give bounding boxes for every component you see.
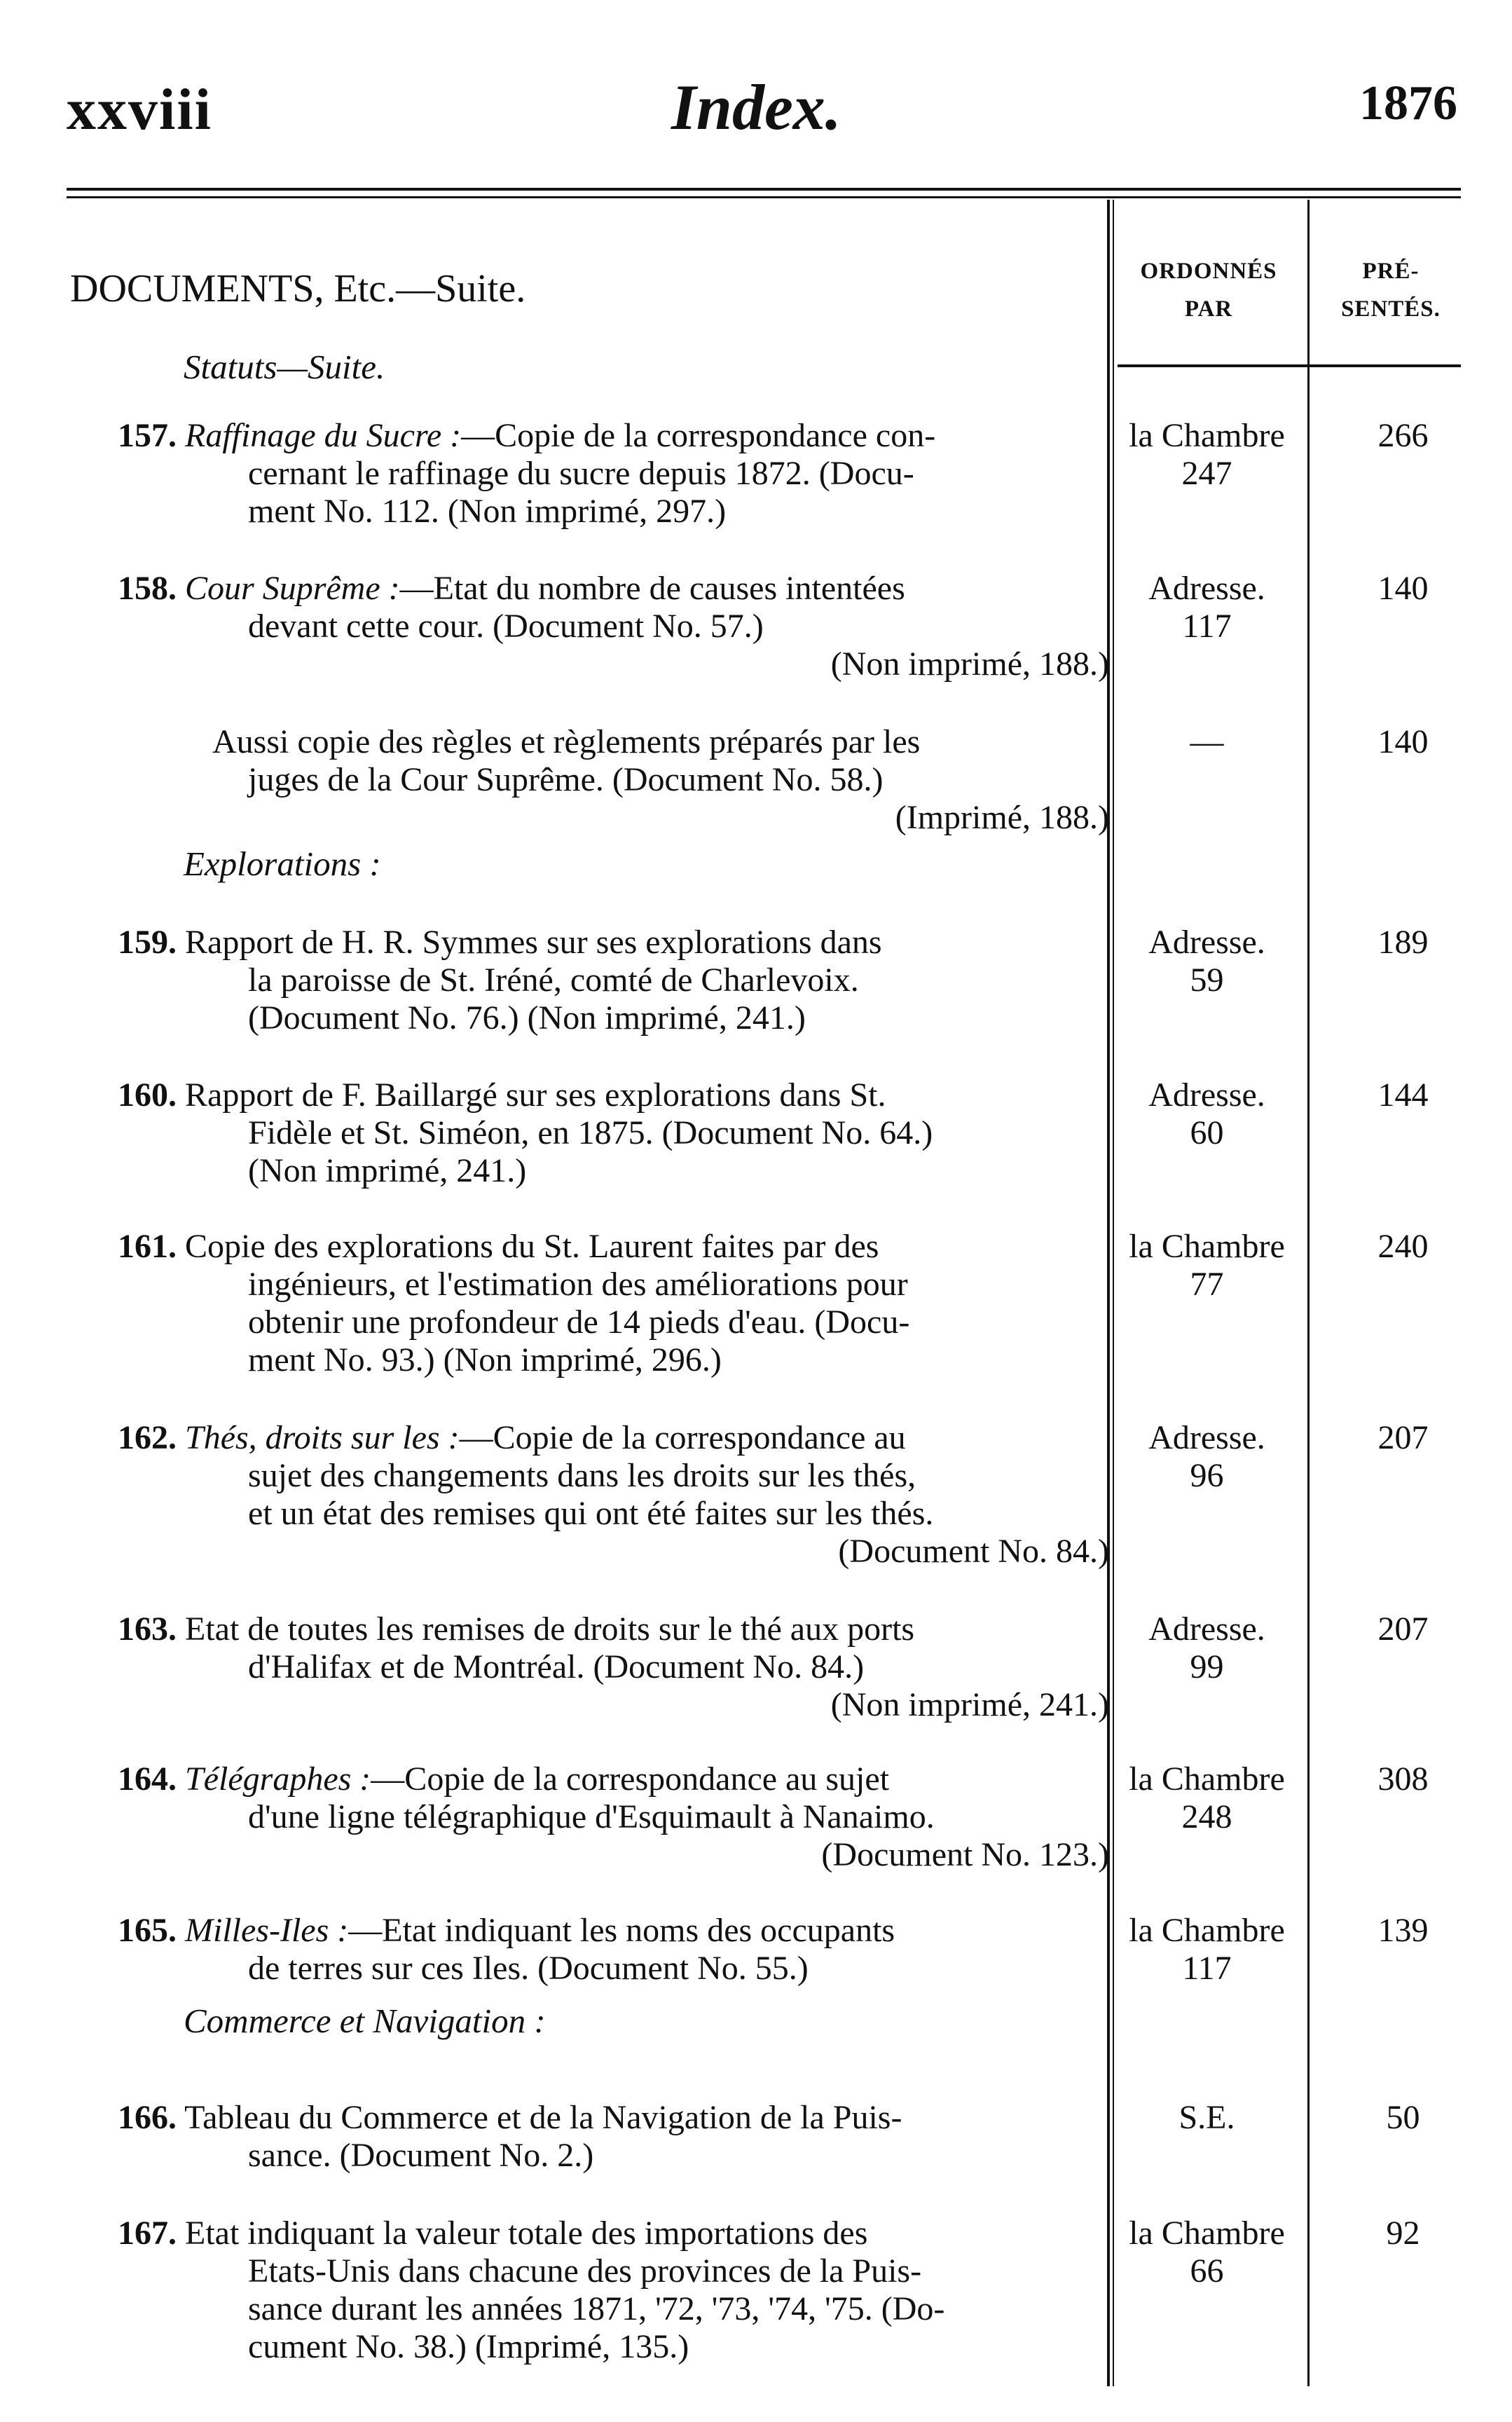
entry-title: Cour Suprême : (185, 570, 400, 607)
ordonne-number: 117 (1182, 608, 1232, 645)
ordonne-by: Adresse. (1148, 1076, 1265, 1114)
ordonne-by: la Chambre (1129, 417, 1285, 454)
page-year: 1876 (1359, 76, 1457, 130)
index-entry-159 (118, 924, 1109, 1037)
column-head-ordonnes (1114, 252, 1303, 328)
entry-line: ment No. 93.) (Non imprimé, 296.) (248, 1341, 722, 1378)
entry-number: 167. (118, 2215, 177, 2252)
entry-number: 164. (118, 1760, 177, 1798)
column-head-presentes (1317, 252, 1464, 328)
entry-line: Etat indiquant la valeur totale des importations des (185, 2215, 868, 2252)
index-entry-160 (118, 1076, 1109, 1190)
entry-line: ment No. 112. (Non imprimé, 297.) (248, 493, 727, 530)
entry-title: Raffinage du Sucre : (185, 417, 462, 454)
entry-number: 160. (118, 1076, 177, 1114)
ordonne-number: 96 (1190, 1457, 1224, 1494)
index-entry-165 (118, 1912, 1109, 1987)
entry-title: Thés, droits sur les : (185, 1419, 460, 1456)
entry-number: 157. (118, 417, 177, 454)
ordonne-cell (1111, 1419, 1303, 1495)
entry-line: cernant le raffinage du sucre depuis 1872. (Docu- (248, 455, 914, 492)
ordonne-by: la Chambre (1129, 1912, 1285, 1949)
entry-line: devant cette cour. (Document No. 57.) (248, 608, 764, 645)
entry-line: Tableau du Commerce et de la Navigation de la Puis- (184, 2099, 902, 2136)
entry-line: Fidèle et St. Siméon, en 1875. (Document No. 64.) (248, 1114, 933, 1151)
ordonne-number: 77 (1190, 1266, 1224, 1303)
column-head-presentes-line2: SENTÉS. (1341, 296, 1441, 322)
ordonne-cell: S.E. (1178, 2099, 1235, 2136)
entry-line: sance. (Document No. 2.) (248, 2137, 594, 2174)
column-head-ordonnes-line1: ORDONNÉS (1140, 259, 1277, 284)
entry-line: d'une ligne télégraphique d'Esquimault à Nanaimo. (248, 1798, 935, 1835)
presente-cell: 144 (1377, 1076, 1429, 1114)
ordonne-number: 99 (1190, 1648, 1224, 1685)
entry-line: (Non imprimé, 241.) (248, 1152, 527, 1189)
page-title: Index. (671, 71, 841, 143)
entry-line: juges de la Cour Suprême. (Document No. 58.) (248, 761, 884, 798)
index-entry-161 (118, 1228, 1109, 1379)
entry-line: (Document No. 123.) (821, 1836, 1109, 1873)
entry-line: —Etat du nombre de causes intentées (399, 570, 905, 607)
entry-line: et un état des remises qui ont été faites sur les thés. (248, 1495, 934, 1532)
presente-cell: 139 (1377, 1912, 1429, 1949)
entry-line: Etat de toutes les remises de droits sur le thé aux ports (185, 1610, 915, 1648)
entry-number: 166. (118, 2099, 177, 2136)
index-entry-164 (118, 1760, 1109, 1874)
presente-cell: 92 (1386, 2215, 1420, 2252)
entry-line: (Non imprimé, 188.) (830, 645, 1109, 683)
subheading-statuts: Statuts—Suite. (184, 348, 385, 386)
ordonne-cell (1111, 1076, 1303, 1152)
entry-line: la paroisse de St. Iréné, comté de Charlevoix. (248, 962, 859, 999)
entry-line: Aussi copie des règles et règlements préparés par les (212, 723, 921, 760)
ordonne-cell: — (1190, 723, 1224, 760)
ordonne-number: 66 (1190, 2252, 1224, 2290)
presente-cell: 140 (1377, 723, 1429, 760)
entry-line: —Copie de la correspondance au (459, 1419, 906, 1456)
entry-number: 161. (118, 1228, 177, 1265)
entry-line: —Copie de la correspondance con- (461, 417, 936, 454)
index-entry-162 (118, 1419, 1109, 1571)
ordonne-cell (1111, 1610, 1303, 1686)
entry-line: sujet des changements dans les droits sur les thés, (248, 1457, 916, 1494)
ordonne-number: 247 (1181, 455, 1232, 492)
presente-cell: 140 (1377, 570, 1429, 607)
page-number: xxviii (67, 77, 213, 142)
ordonne-cell (1111, 1912, 1303, 1987)
entry-line: sance durant les années 1871, '72, '73, '74, '75. (Do- (248, 2290, 945, 2327)
index-entry-158 (118, 570, 1109, 683)
entry-line: obtenir une profondeur de 14 pieds d'eau. (Docu- (248, 1304, 910, 1341)
entry-title: Télégraphes : (185, 1760, 371, 1798)
entry-line: de terres sur ces Iles. (Document No. 55.) (248, 1950, 809, 1987)
entry-line: (Document No. 76.) (Non imprimé, 241.) (248, 999, 806, 1036)
ordonne-number: 59 (1190, 962, 1224, 999)
ordonne-by: Adresse. (1148, 1610, 1265, 1648)
ordonne-number: 248 (1181, 1798, 1232, 1835)
ordonne-by: la Chambre (1129, 2215, 1285, 2252)
ordonne-by: la Chambre (1129, 1228, 1285, 1265)
ordonne-cell (1111, 1228, 1303, 1304)
index-entry-167 (118, 2215, 1109, 2366)
entry-line: (Document No. 84.) (838, 1533, 1109, 1570)
column-divider-right (1307, 200, 1310, 2386)
ordonne-by: Adresse. (1148, 924, 1265, 961)
entry-line: —Copie de la correspondance au sujet (371, 1760, 890, 1798)
entry-line: cument No. 38.) (Imprimé, 135.) (248, 2328, 689, 2365)
entry-line: (Non imprimé, 241.) (830, 1686, 1109, 1723)
entry-title: Milles-Iles : (185, 1912, 349, 1949)
presente-cell: 189 (1377, 924, 1429, 961)
column-head-presentes-line1: PRÉ- (1362, 259, 1420, 284)
header-rule-top (67, 188, 1461, 191)
ordonne-by: Adresse. (1148, 570, 1265, 607)
entry-number: 158. (118, 570, 177, 607)
index-entry-157 (118, 417, 1109, 531)
presente-cell: 308 (1377, 1760, 1429, 1798)
subheading-explorations: Explorations : (184, 844, 381, 883)
ordonne-by: la Chambre (1129, 1760, 1285, 1798)
header-rule-bottom (67, 196, 1461, 198)
entry-line: d'Halifax et de Montréal. (Document No. 84.) (248, 1648, 865, 1685)
column-head-rule (1118, 364, 1461, 367)
subheading-commerce: Commerce et Navigation : (184, 2002, 546, 2040)
index-entry-166 (118, 2099, 1109, 2175)
entry-line: —Etat indiquant les noms des occupants (348, 1912, 895, 1949)
ordonne-cell (1111, 1760, 1303, 1836)
presente-cell: 207 (1377, 1419, 1429, 1456)
index-entry-163 (118, 1610, 1109, 1724)
presente-cell: 240 (1377, 1228, 1429, 1265)
presente-cell: 50 (1386, 2099, 1420, 2136)
entry-number: 163. (118, 1610, 177, 1648)
presente-cell: 266 (1377, 417, 1429, 454)
index-entry-aussi (118, 723, 1109, 837)
entry-number: 165. (118, 1912, 177, 1949)
entry-number: 162. (118, 1419, 177, 1456)
entry-number: 159. (118, 924, 177, 961)
ordonne-cell (1111, 2215, 1303, 2290)
section-title: DOCUMENTS, Etc.—Suite. (70, 267, 526, 310)
ordonne-cell (1111, 570, 1303, 645)
ordonne-cell (1111, 417, 1303, 493)
column-head-ordonnes-line2: PAR (1184, 296, 1233, 322)
entry-line: Etats-Unis dans chacune des provinces de la Puis- (248, 2252, 922, 2290)
entry-line: Rapport de F. Baillargé sur ses explorations dans St. (185, 1076, 886, 1114)
ordonne-cell (1111, 924, 1303, 999)
ordonne-number: 117 (1182, 1950, 1232, 1987)
presente-cell: 207 (1377, 1610, 1429, 1648)
entry-line: ingénieurs, et l'estimation des améliorations pour (248, 1266, 908, 1303)
entry-line: Rapport de H. R. Symmes sur ses explorations dans (185, 924, 882, 961)
ordonne-number: 60 (1190, 1114, 1224, 1151)
entry-line: (Imprimé, 188.) (895, 799, 1109, 836)
ordonne-by: Adresse. (1148, 1419, 1265, 1456)
entry-line: Copie des explorations du St. Laurent faites par des (185, 1228, 879, 1265)
